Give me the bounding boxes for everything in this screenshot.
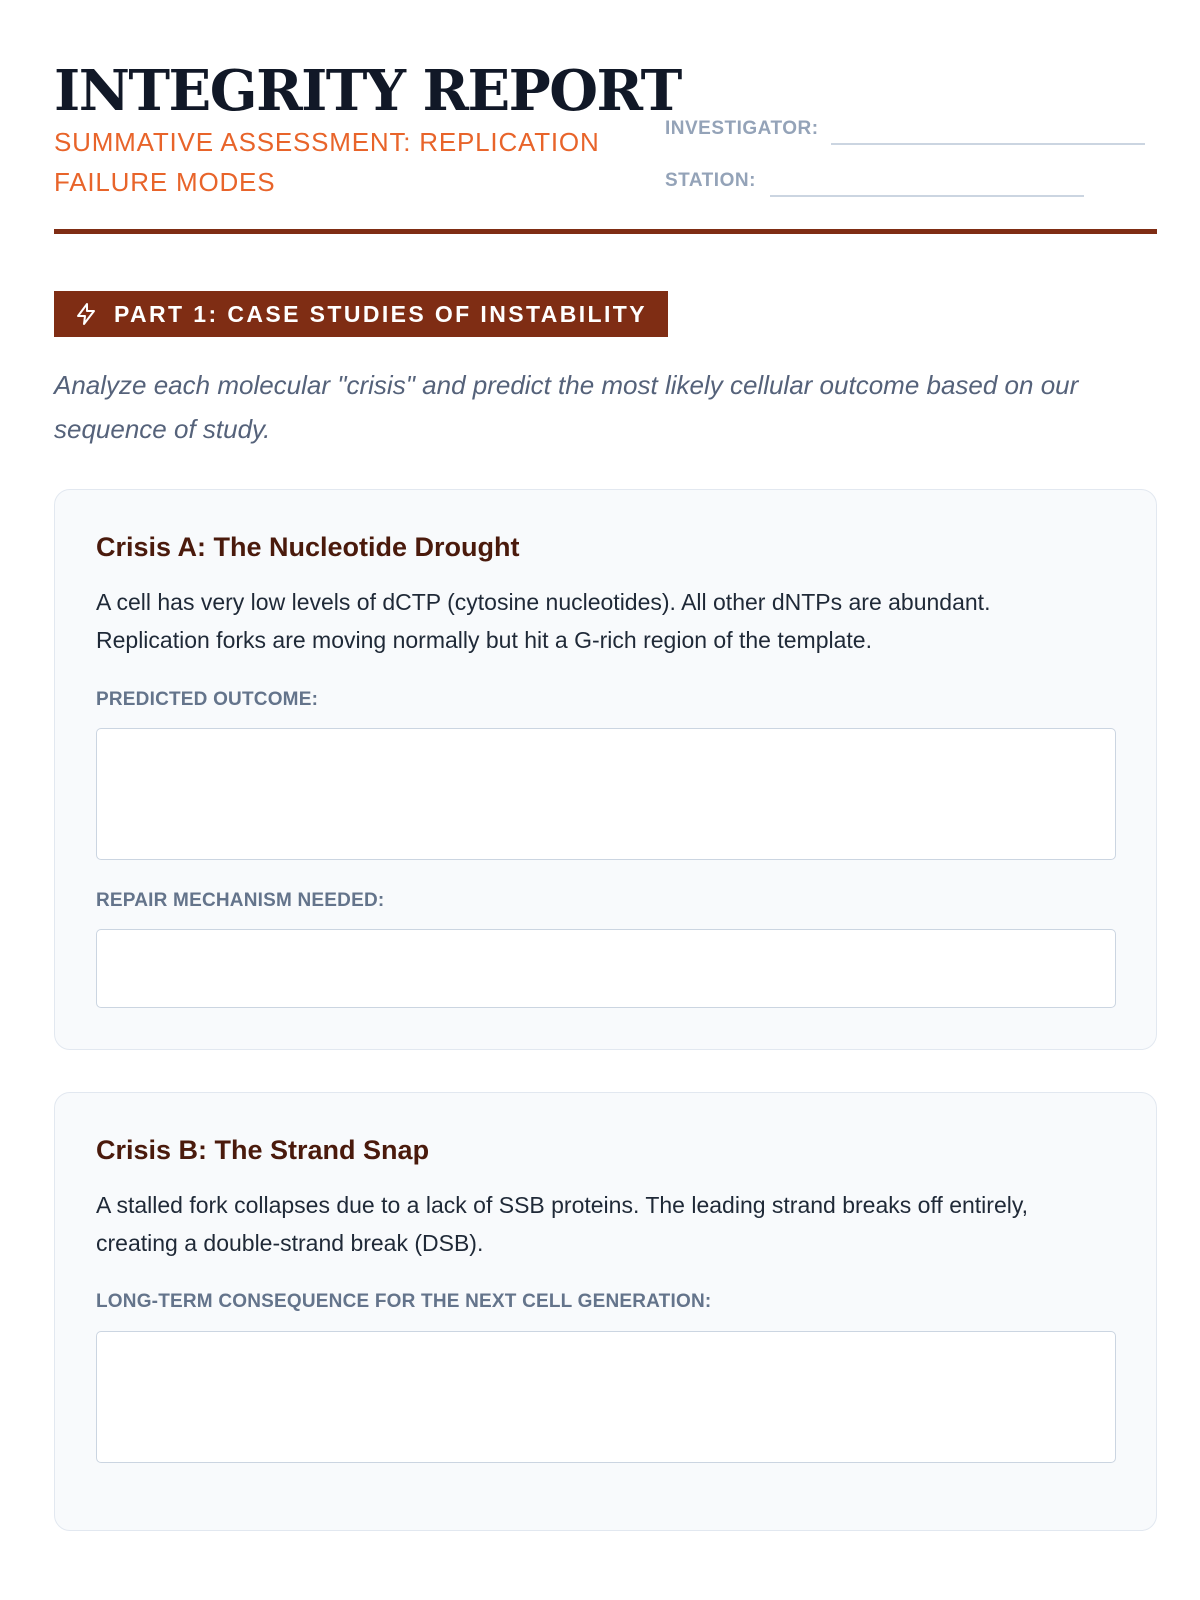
crisis-description: A cell has very low levels of dCTP (cytosine nucleotides). All other dNTPs are abundant. Replication forks are moving normally but hit a G-rich region of the template. xyxy=(96,589,991,653)
report-header xyxy=(54,58,1157,234)
investigator-field[interactable] xyxy=(831,143,1145,145)
long-term-consequence-label: LONG-TERM CONSEQUENCE FOR THE NEXT CELL GENERATION: xyxy=(96,1291,712,1312)
station-row xyxy=(665,162,1157,202)
page-subtitle: SUMMATIVE ASSESSMENT: REPLICATION FAILURE MODES xyxy=(54,127,600,197)
section-instructions: Analyze each molecular "crisis" and predict the most likely cellular outcome based on our sequence of study. xyxy=(54,370,1079,444)
crisis-title: Crisis A: The Nucleotide Drought xyxy=(96,532,520,562)
station-label: STATION: xyxy=(665,170,756,191)
crisis-card-b xyxy=(54,1092,1157,1531)
repair-mechanism-label: REPAIR MECHANISM NEEDED: xyxy=(96,890,385,911)
long-term-consequence-input[interactable] xyxy=(96,1331,1116,1463)
section-title: PART 1: CASE STUDIES OF INSTABILITY xyxy=(114,301,647,327)
crisis-title: Crisis B: The Strand Snap xyxy=(96,1135,430,1165)
section-banner xyxy=(54,291,668,337)
crisis-card-a xyxy=(54,489,1157,1050)
predicted-outcome-input[interactable] xyxy=(96,728,1116,860)
station-field[interactable] xyxy=(770,195,1084,197)
predicted-outcome-label: PREDICTED OUTCOME: xyxy=(96,689,319,710)
header-divider xyxy=(54,229,1157,234)
crisis-description: A stalled fork collapses due to a lack of SSB proteins. The leading strand breaks off entirely, creating a double-strand break (DSB). xyxy=(96,1192,1029,1256)
investigator-row xyxy=(665,110,1157,150)
lightning-bolt-icon xyxy=(74,302,98,326)
repair-mechanism-input[interactable] xyxy=(96,929,1116,1008)
investigator-label: INVESTIGATOR: xyxy=(665,118,819,139)
page-title: INTEGRITY REPORT xyxy=(54,58,681,124)
